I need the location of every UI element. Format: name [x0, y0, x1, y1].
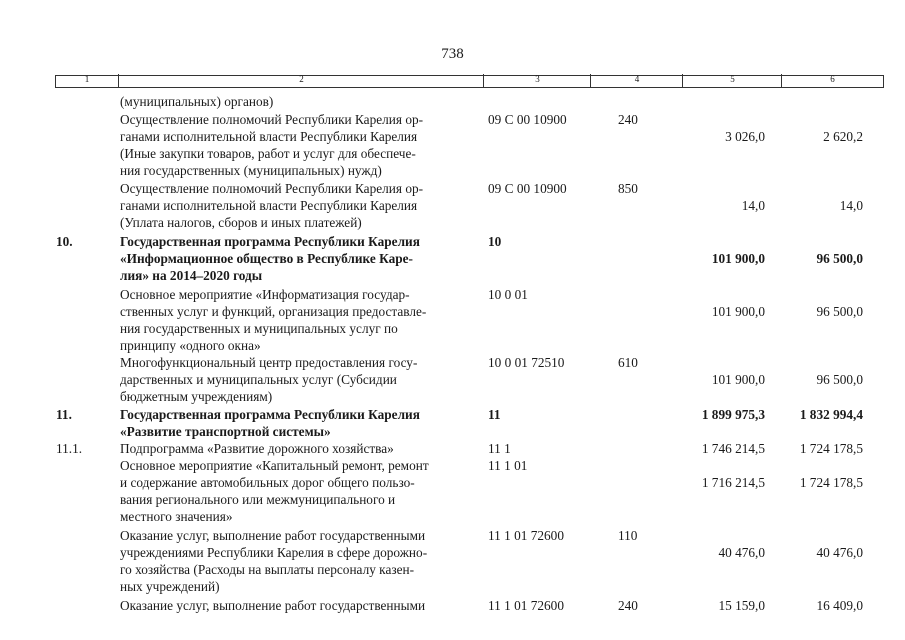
description-line: Осуществление полномочий Республики Карелия ор- [120, 112, 424, 127]
description-line: «Развитие транспортной системы» [120, 424, 331, 439]
description-line: ния государственных и муниципальных услуг по [120, 321, 398, 336]
amount-2020: 2 620,2 [823, 129, 863, 144]
target-article-code: 11 1 01 72600 [488, 528, 564, 543]
amount-2019: 101 900,0 [711, 304, 765, 319]
description-line: бюджетным учреждениям) [120, 389, 273, 404]
description-line: Основное мероприятие «Капитальный ремонт, ремонт [120, 458, 429, 473]
row-number: 11.1. [56, 441, 83, 456]
description-line: Осуществление полномочий Республики Карелия ор- [120, 181, 424, 196]
header-col-6: 6 [781, 74, 883, 87]
amount-2019: 1 716 214,5 [701, 475, 765, 490]
description-line: ния государственных (муниципальных) нужд) [120, 163, 382, 178]
row-description [120, 111, 470, 179]
amount-2020: 1 724 178,5 [799, 441, 863, 456]
description-line: Государственная программа Республики Карелия [120, 407, 420, 422]
amount-2019: 14,0 [741, 198, 765, 213]
expense-type-code: 110 [618, 528, 638, 543]
amount-2019: 15 159,0 [718, 598, 765, 613]
amount-2019: 40 476,0 [718, 545, 765, 560]
amount-2020: 14,0 [839, 198, 863, 213]
amount-2020: 96 500,0 [816, 251, 863, 266]
row-description [120, 354, 470, 405]
header-col-2: 2 [118, 74, 484, 87]
target-article-code: 10 0 01 [488, 287, 528, 302]
target-article-code: 09 С 00 10900 [488, 112, 567, 127]
header-col-5: 5 [682, 74, 782, 87]
row-description [120, 180, 470, 231]
description-line: Оказание услуг, выполнение работ государственными [120, 598, 426, 613]
target-article-code: 11 1 01 [488, 458, 528, 473]
description-line: лия» на 2014–2020 годы [120, 268, 263, 283]
expense-type-code: 850 [618, 181, 638, 196]
row-description [120, 286, 470, 354]
row-description [120, 597, 470, 614]
row-description [120, 233, 470, 284]
target-article-code: 10 0 01 72510 [488, 355, 565, 370]
description-line: ганами исполнительной власти Республики Карелия [120, 129, 418, 144]
amount-2019: 1 746 214,5 [701, 441, 765, 456]
amount-2020: 40 476,0 [816, 545, 863, 560]
amount-2019: 1 899 975,3 [701, 407, 765, 422]
target-article-code: 09 С 00 10900 [488, 181, 567, 196]
amount-2019: 3 026,0 [725, 129, 765, 144]
description-line: (муниципальных) органов) [120, 94, 274, 109]
description-line: ных учреждений) [120, 579, 220, 594]
amount-2020: 1 724 178,5 [799, 475, 863, 490]
description-line: «Информационное общество в Республике Каре- [120, 251, 413, 266]
target-article-code: 11 [488, 407, 501, 422]
target-article-code: 11 1 01 72600 [488, 598, 564, 613]
description-line: учреждениями Республики Карелия в сфере дорожно- [120, 545, 428, 560]
row-number: 11. [56, 407, 72, 422]
page-number: 738 [441, 46, 464, 62]
amount-2020: 96 500,0 [816, 372, 863, 387]
row-description [120, 93, 470, 110]
amount-2020: 16 409,0 [816, 598, 863, 613]
description-line: принципу «одного окна» [120, 338, 261, 353]
row-description [120, 457, 470, 525]
description-line: Государственная программа Республики Карелия [120, 234, 420, 249]
row-number: 10. [56, 234, 73, 249]
description-line: ганами исполнительной власти Республики Карелия [120, 198, 418, 213]
description-line: Оказание услуг, выполнение работ государственными [120, 528, 426, 543]
description-line: вания регионального или межмуниципального и [120, 492, 396, 507]
description-line: местного значения» [120, 509, 233, 524]
row-description [120, 527, 470, 595]
header-col-4: 4 [590, 74, 683, 87]
row-description [120, 406, 470, 440]
description-line: дарственных и муниципальных услуг (Субсидии [120, 372, 397, 387]
description-line: го хозяйства (Расходы на выплаты персоналу казен- [120, 562, 415, 577]
amount-2020: 1 832 994,4 [799, 407, 863, 422]
target-article-code: 11 1 [488, 441, 511, 456]
amount-2019: 101 900,0 [711, 251, 765, 266]
description-line: Многофункциональный центр предоставления госу- [120, 355, 418, 370]
expense-type-code: 240 [618, 112, 638, 127]
table-header [55, 75, 884, 88]
header-col-3: 3 [483, 74, 591, 87]
description-line: (Иные закупки товаров, работ и услуг для обеспече- [120, 146, 416, 161]
description-line: Основное мероприятие «Информатизация государ- [120, 287, 410, 302]
expense-type-code: 610 [618, 355, 638, 370]
target-article-code: 10 [488, 234, 502, 249]
row-description [120, 440, 470, 457]
amount-2020: 96 500,0 [816, 304, 863, 319]
description-line: Подпрограмма «Развитие дорожного хозяйства» [120, 441, 394, 456]
description-line: и содержание автомобильных дорог общего пользо- [120, 475, 415, 490]
header-col-1: 1 [84, 74, 90, 84]
description-line: ственных услуг и функций, организация предоставле- [120, 304, 427, 319]
expense-type-code: 240 [618, 598, 638, 613]
amount-2019: 101 900,0 [711, 372, 765, 387]
description-line: (Уплата налогов, сборов и иных платежей) [120, 215, 362, 230]
